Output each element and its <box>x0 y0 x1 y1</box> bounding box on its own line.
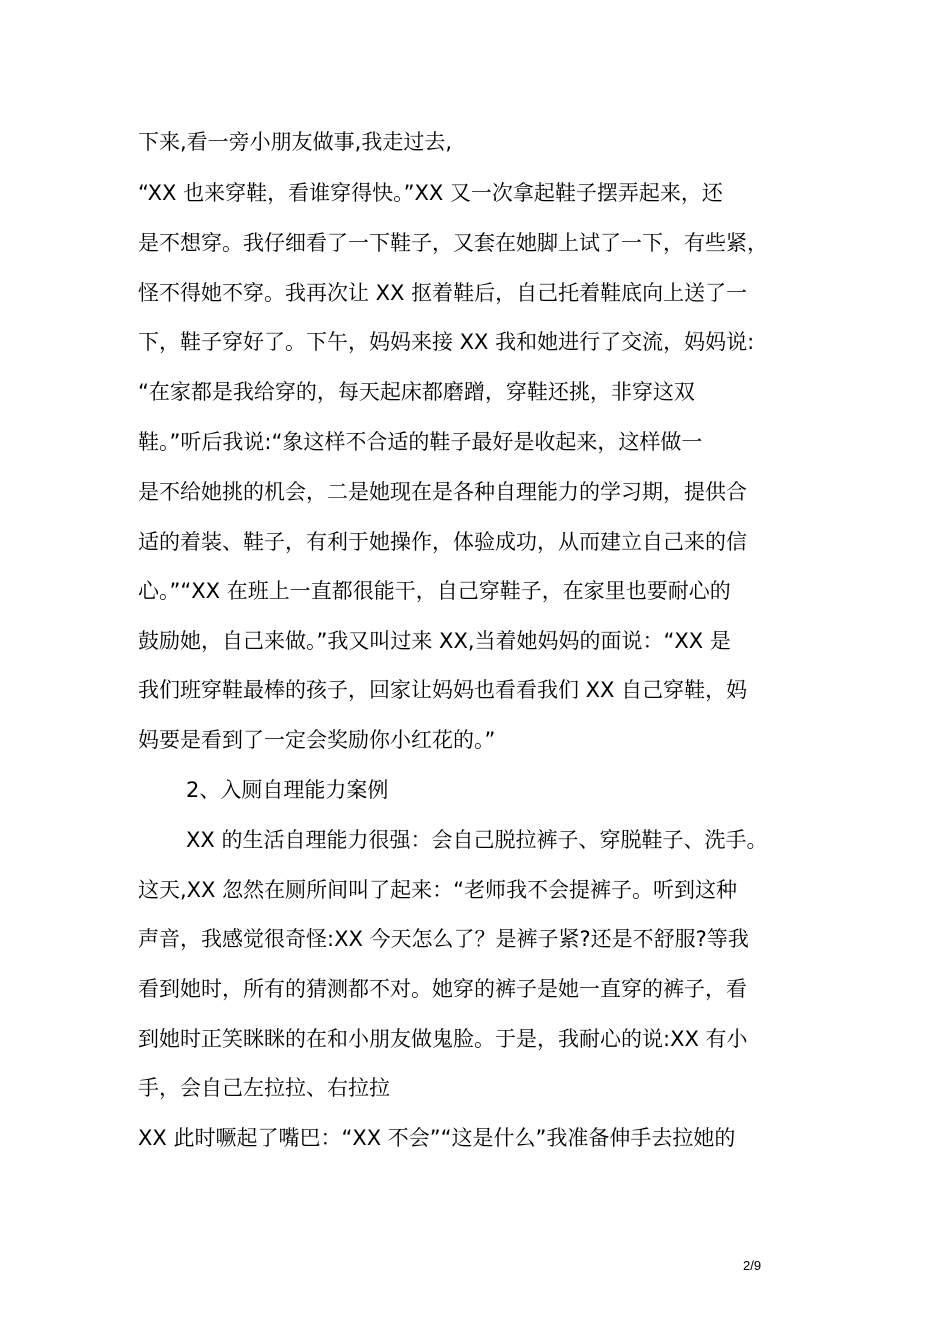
text-line-15: XX 的生活自理能力很强：会自己脱拉裤子、穿脱鞋子、洗手。 <box>186 828 768 852</box>
section-heading: 2、入厕自理能力案例 <box>186 778 389 802</box>
text-line-13: 妈要是看到了一定会奖励你小红花的。” <box>138 728 496 752</box>
text-line-11: 鼓励她，自己来做。”我又叫过来 XX,当着她妈妈的面说：“XX 是 <box>138 629 731 653</box>
text-line-6: “在家都是我给穿的，每天起床都磨蹭，穿鞋还挑，非穿这双 <box>138 380 695 404</box>
text-line-8: 是不给她挑的机会，二是她现在是各种自理能力的学习期，提供合 <box>138 480 747 504</box>
text-line-1: 下来,看一旁小朋友做事,我走过去, <box>138 130 453 154</box>
text-line-17: 声音，我感觉很奇怪:XX 今天怎么了？是裤子紧?还是不舒服?等我 <box>138 927 749 951</box>
text-line-20: 手，会自己左拉拉、右拉拉 <box>138 1076 390 1100</box>
text-line-16: 这天,XX 忽然在厕所间叫了起来：“老师我不会提裤子。听到这种 <box>138 878 738 902</box>
text-line-18: 看到她时，所有的猜测都不对。她穿的裤子是她一直穿的裤子，看 <box>138 977 747 1001</box>
text-line-9: 适的着装、鞋子，有利于她操作，体验成功，从而建立自己来的信 <box>138 530 747 554</box>
page-number: 2/9 <box>743 1258 762 1273</box>
text-line-19: 到她时正笑眯眯的在和小朋友做鬼脸。于是，我耐心的说:XX 有小 <box>138 1027 748 1051</box>
text-line-2: “XX 也来穿鞋，看谁穿得快。”XX 又一次拿起鞋子摆弄起来，还 <box>138 181 723 205</box>
text-line-10: 心。”“XX 在班上一直都很能干，自己穿鞋子，在家里也要耐心的 <box>138 579 731 603</box>
text-line-3: 是不想穿。我仔细看了一下鞋子，又套在她脚上试了一下，有些紧， <box>138 231 768 255</box>
text-line-21: XX 此时噘起了嘴巴：“XX 不会”“这是什么”我准备伸手去拉她的 <box>138 1126 736 1150</box>
text-line-7: 鞋。”听后我说:“象这样不合适的鞋子最好是收起来，这样做一 <box>138 430 703 454</box>
text-line-4: 怪不得她不穿。我再次让 XX 抠着鞋后，自己托着鞋底向上送了一 <box>138 281 748 305</box>
text-line-12: 我们班穿鞋最棒的孩子，回家让妈妈也看看我们 XX 自己穿鞋，妈 <box>138 678 748 702</box>
text-line-5: 下，鞋子穿好了。下午，妈妈来接 XX 我和她进行了交流，妈妈说: <box>138 330 755 354</box>
